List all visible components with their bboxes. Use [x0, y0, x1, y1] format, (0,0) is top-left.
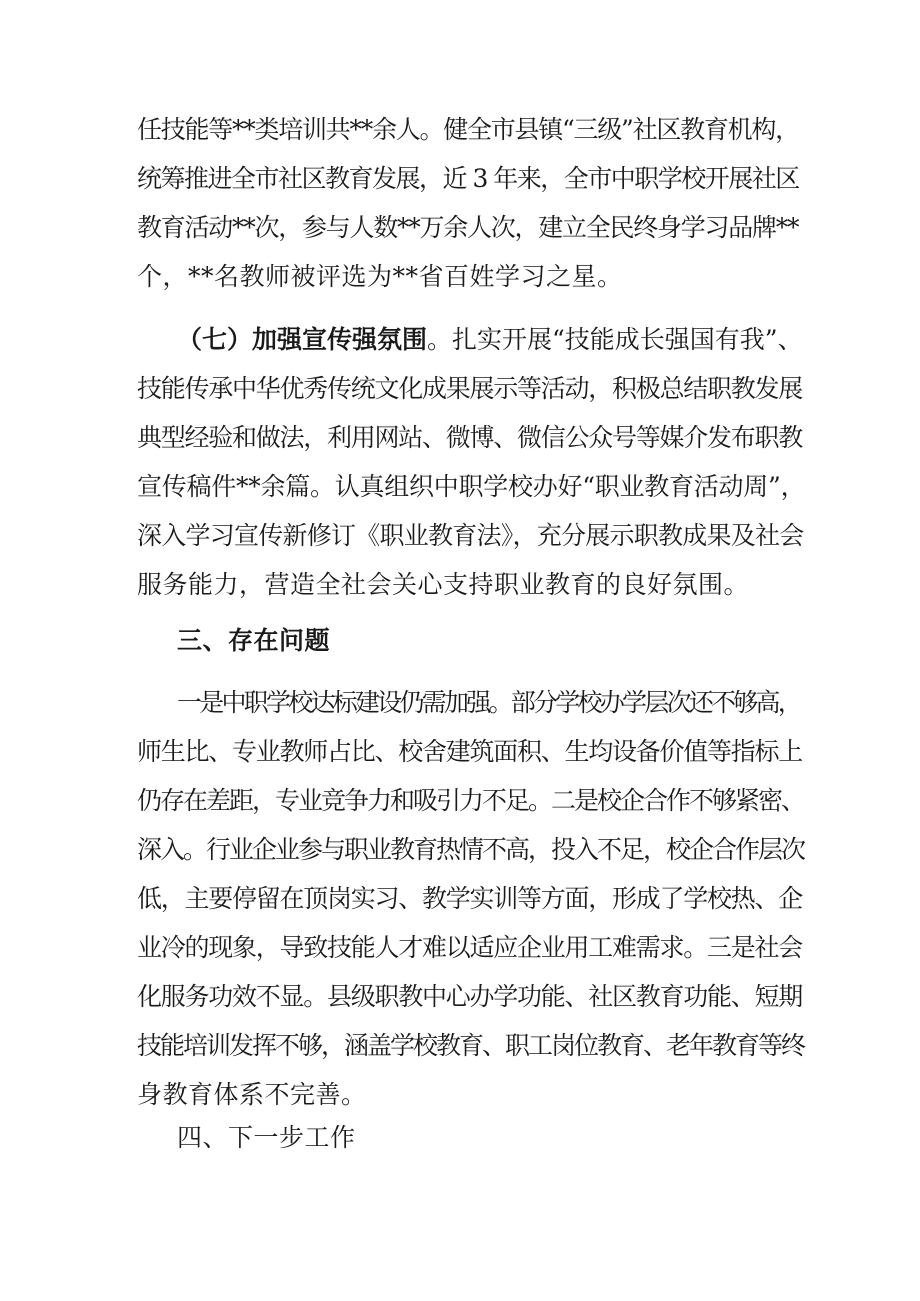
paragraph-1-line-2: 统筹推进全市社区教育发展，近 3 年来，全市中职学校开展社区 [137, 164, 799, 193]
paragraph-3-line-9: 身教育体系不完善。 [137, 1080, 367, 1109]
paragraph-2-line-5: 深入学习宣传新修订《职业教育法》，充分展示职教成果及社会 [137, 521, 804, 550]
paragraph-1-line-1: 任技能等**类培训共**余人。健全市县镇“三级”社区教育机构， [137, 115, 799, 144]
paragraph-2-line-3: 典型经验和做法，利用网站、微博、微信公众号等媒介发布职教 [137, 423, 803, 452]
paragraph-3-line-3: 仍存在差距，专业竞争力和吸引力不足。二是校企合作不够紧密、 [137, 786, 805, 815]
section-3-heading: 三、存在问题 [177, 626, 331, 655]
paragraph-2-line-4: 宣传稿件**余篇。认真组织中职学校办好“职业教育活动周”， [137, 472, 806, 501]
paragraph-3-line-4: 深入。行业企业参与职业教育热情不高，投入不足，校企合作层次 [137, 835, 805, 864]
paragraph-3-line-8: 技能培训发挥不够，涵盖学校教育、职工岗位教育、老年教育等终 [137, 1031, 805, 1060]
paragraph-2-first-line-rest: 。扎实开展“技能成长强国有我”、 [427, 325, 803, 354]
paragraph-3-line-5: 低，主要停留在顶岗实习、教学实训等方面，形成了学校热、企 [137, 884, 803, 913]
paragraph-2-heading: （七）加强宣传强氛围 [177, 325, 428, 354]
paragraph-3-line-1: 一是中职学校达标建设仍需加强。部分学校办学层次还不够高， [177, 688, 801, 717]
paragraph-3-line-2: 师生比、专业教师占比、校舍建筑面积、生均设备价值等指标上 [137, 737, 803, 766]
paragraph-1-line-4: 个，**名教师被评选为**省百姓学习之星。 [137, 262, 623, 291]
paragraph-3-line-6: 业冷的现象，导致技能人才难以适应企业用工难需求。三是社会 [137, 933, 803, 962]
paragraph-2-line-6: 服务能力，营造全社会关心支持职业教育的良好氛围。 [137, 570, 750, 599]
paragraph-3-line-7: 化服务功效不显。县级职教中心办学功能、社区教育功能、短期 [137, 982, 803, 1011]
section-4-heading: 四、下一步工作 [177, 1123, 356, 1152]
paragraph-2-line-2: 技能传承中华优秀传统文化成果展示等活动，积极总结职教发展 [137, 374, 803, 403]
paragraph-2-line-1 [177, 325, 803, 355]
paragraph-1-line-3: 教育活动**次，参与人数**万余人次，建立全民终身学习品牌** [137, 213, 799, 242]
